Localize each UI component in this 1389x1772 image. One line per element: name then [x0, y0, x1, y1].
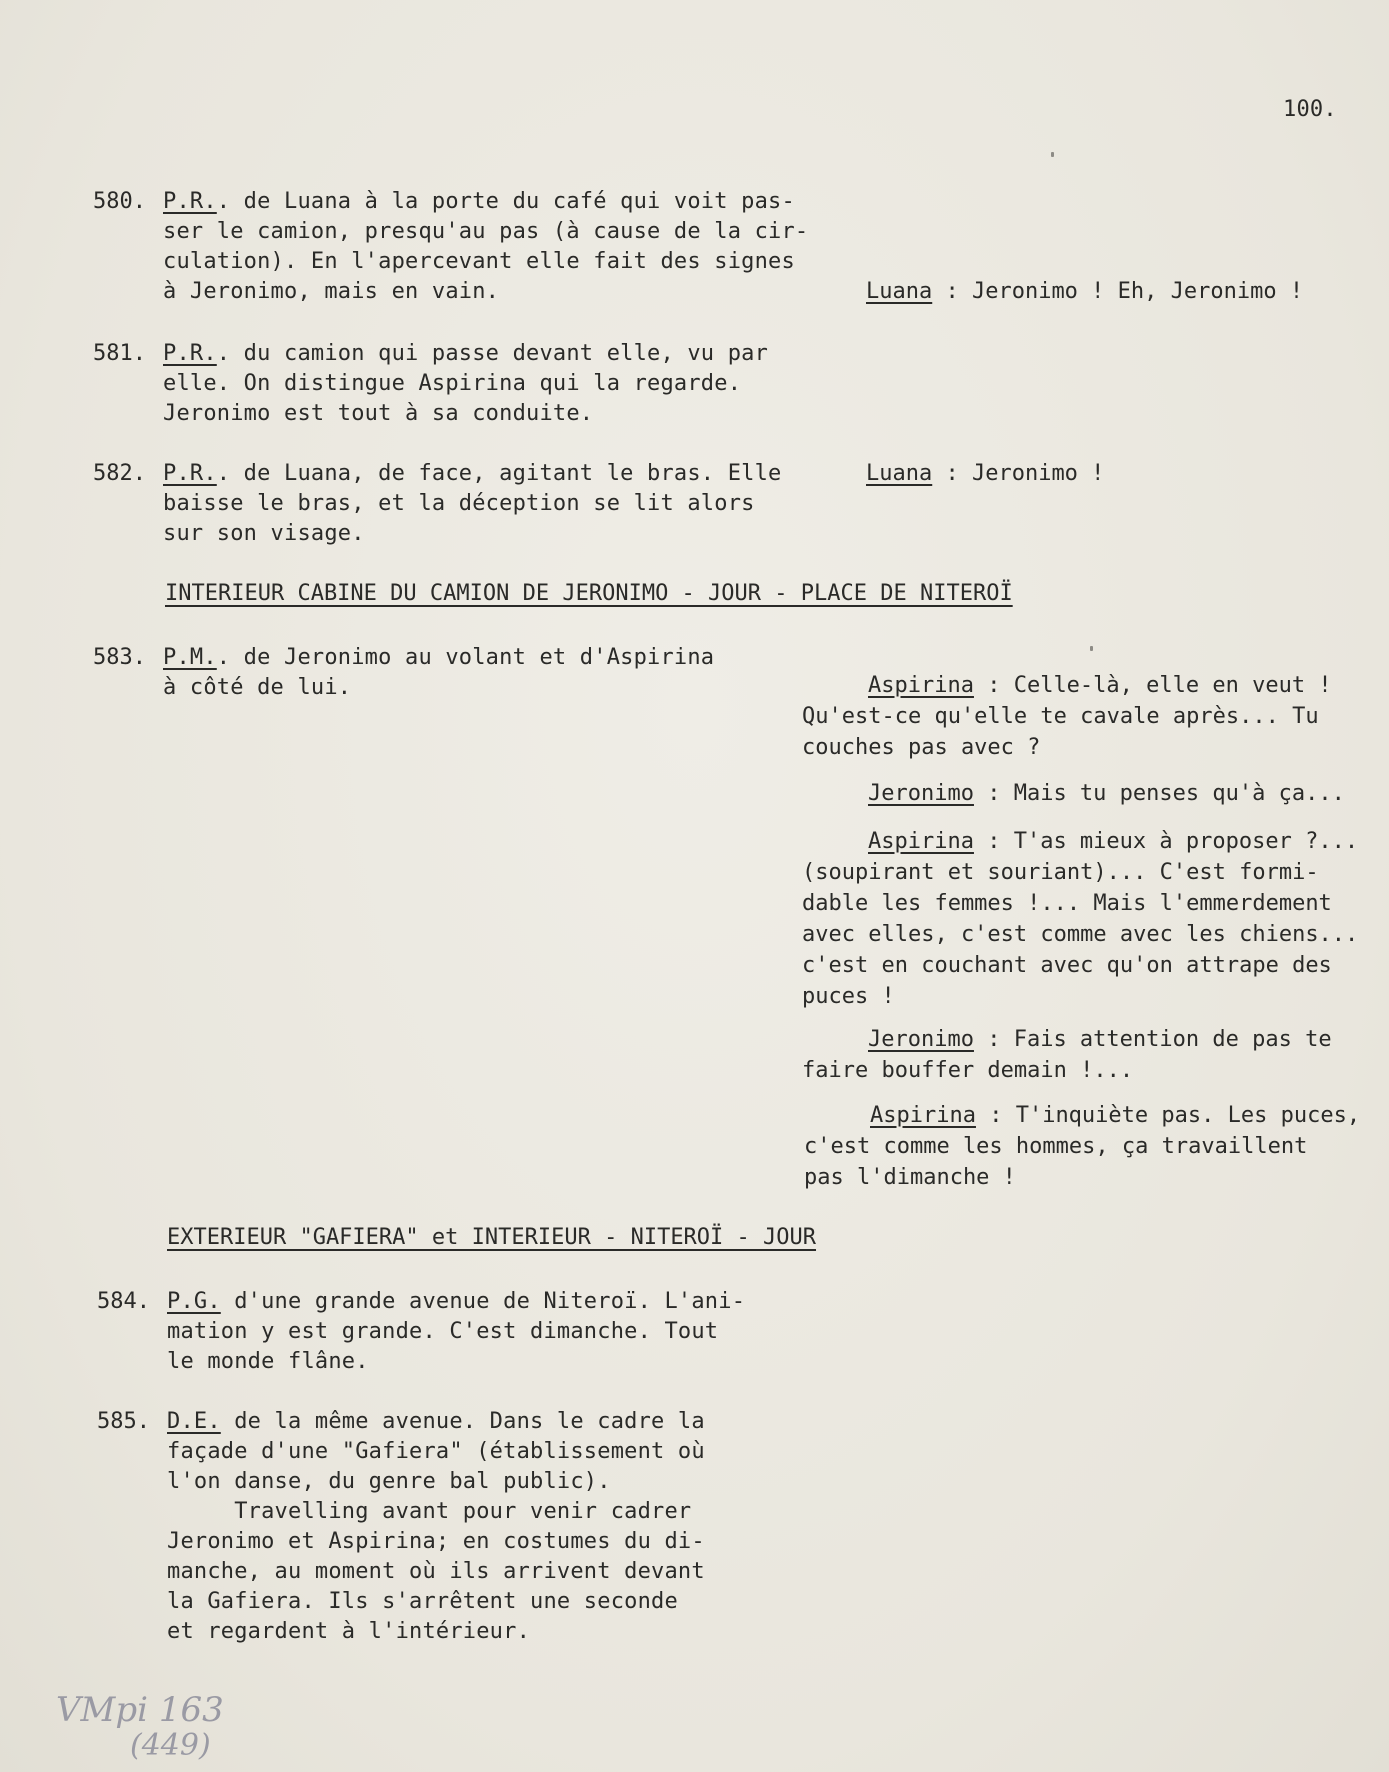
speaker: Jeronimo — [868, 1027, 974, 1052]
dialogue-line: (soupirant et souriant)... C'est formi- — [802, 860, 1319, 885]
dialogue-line: Luana : Jeronimo ! — [866, 461, 1105, 486]
shot-desc-line: manche, au moment où ils arrivent devant — [167, 1559, 705, 1584]
scene-heading: INTERIEUR CABINE DU CAMION DE JERONIMO - JOUR - PLACE DE NITEROÏ — [165, 581, 1013, 606]
handwritten-archive-mark: VMpi 163 — [56, 1690, 224, 1730]
dialogue-line: c'est comme les hommes, ça travaillent — [804, 1134, 1308, 1159]
shot-type: P.G. — [167, 1289, 221, 1314]
shot-number: 584. — [97, 1289, 150, 1314]
speaker: Aspirina — [870, 1103, 976, 1128]
dialogue-block — [804, 1100, 1360, 1193]
dialogue-line: couches pas avec ? — [802, 735, 1041, 760]
dialogue-block — [802, 778, 1345, 809]
dialogue-block — [802, 826, 1358, 1012]
speaker: Luana — [866, 461, 933, 486]
dialogue-block — [802, 670, 1332, 763]
speaker: Aspirina — [868, 829, 974, 854]
shot-desc-line: façade d'une "Gafiera" (établissement où — [167, 1439, 705, 1464]
dialogue-line: Jeronimo : Fais attention de pas te — [868, 1027, 1332, 1052]
handwritten-archive-number: (449) — [130, 1728, 211, 1763]
shot-type: P.R. — [163, 341, 217, 366]
shot-desc-line: l'on danse, du genre bal public). — [167, 1469, 611, 1494]
shot-desc-line: baisse le bras, et la déception se lit alors — [163, 491, 755, 516]
shot-type: D.E. — [167, 1409, 221, 1434]
shot-desc-line: la Gafiera. Ils s'arrêtent une seconde — [167, 1589, 678, 1614]
dialogue-block — [802, 1024, 1332, 1086]
shot-desc-line: à côté de lui. — [163, 675, 352, 700]
shot-number: 583. — [93, 645, 146, 670]
shot-type: P.R. — [163, 461, 217, 486]
dialogue-line: Aspirina : T'inquiète pas. Les puces, — [870, 1103, 1361, 1128]
dialogue-line: faire bouffer demain !... — [802, 1058, 1134, 1083]
shot-number: 580. — [93, 189, 146, 214]
dialogue-line: dable les femmes !... Mais l'emmerdement — [802, 891, 1332, 916]
shot-desc-line: à Jeronimo, mais en vain. — [163, 279, 500, 304]
shot-desc-line: ser le camion, presqu'au pas (à cause de la cir- — [163, 219, 809, 244]
shot-desc: D.E. de la même avenue. Dans le cadre la — [167, 1409, 705, 1434]
speaker: Jeronimo — [868, 781, 974, 806]
shot-desc-line: elle. On distingue Aspirina qui la regarde. — [163, 371, 742, 396]
paper-speck — [1090, 646, 1093, 651]
paper-speck — [1051, 152, 1054, 157]
shot-desc: P.R.. de Luana, de face, agitant le bras. Elle — [163, 461, 782, 486]
shot-desc: P.R.. du camion qui passe devant elle, vu par — [163, 341, 769, 366]
scene-heading: EXTERIEUR "GAFIERA" et INTERIEUR - NITEROÏ - JOUR — [167, 1225, 817, 1250]
shot-number: 581. — [93, 341, 146, 366]
speaker: Aspirina — [868, 673, 974, 698]
shot-desc: P.G. d'une grande avenue de Niteroï. L'ani- — [167, 1289, 746, 1314]
dialogue-line: Jeronimo : Mais tu penses qu'à ça... — [868, 781, 1345, 806]
shot-number: 582. — [93, 461, 146, 486]
dialogue-line: avec elles, c'est comme avec les chiens... — [802, 922, 1359, 947]
shot-desc-line: mation y est grande. C'est dimanche. Tout — [167, 1319, 719, 1344]
dialogue-line: Aspirina : T'as mieux à proposer ?... — [868, 829, 1359, 854]
dialogue-line: Aspirina : Celle-là, elle en veut ! — [868, 673, 1332, 698]
shot-desc-line: sur son visage. — [163, 521, 365, 546]
shot-desc: P.M.. de Jeronimo au volant et d'Aspirina — [163, 645, 715, 670]
shot-desc-line: et regardent à l'intérieur. — [167, 1619, 531, 1644]
shot-number: 585. — [97, 1409, 150, 1434]
dialogue-line: c'est en couchant avec qu'on attrape des — [802, 953, 1332, 978]
shot-desc-line: culation). En l'apercevant elle fait des signes — [163, 249, 795, 274]
dialogue-line: Qu'est-ce qu'elle te cavale après... Tu — [802, 704, 1319, 729]
dialogue-line: pas l'dimanche ! — [804, 1165, 1016, 1190]
speaker: Luana — [866, 279, 933, 304]
shot-type: P.R. — [163, 189, 217, 214]
shot-desc-line: Jeronimo est tout à sa conduite. — [163, 401, 594, 426]
shot-desc-line: Travelling avant pour venir cadrer — [167, 1499, 692, 1524]
shot-type: P.M. — [163, 645, 217, 670]
dialogue-line: Luana : Jeronimo ! Eh, Jeronimo ! — [866, 279, 1304, 304]
shot-desc: P.R.. de Luana à la porte du café qui voit pas- — [163, 189, 795, 214]
shot-desc-line: Jeronimo et Aspirina; en costumes du di- — [167, 1529, 705, 1554]
page-number: 100. — [1283, 97, 1337, 122]
shot-desc-line: le monde flâne. — [167, 1349, 369, 1374]
dialogue-line: puces ! — [802, 984, 895, 1009]
